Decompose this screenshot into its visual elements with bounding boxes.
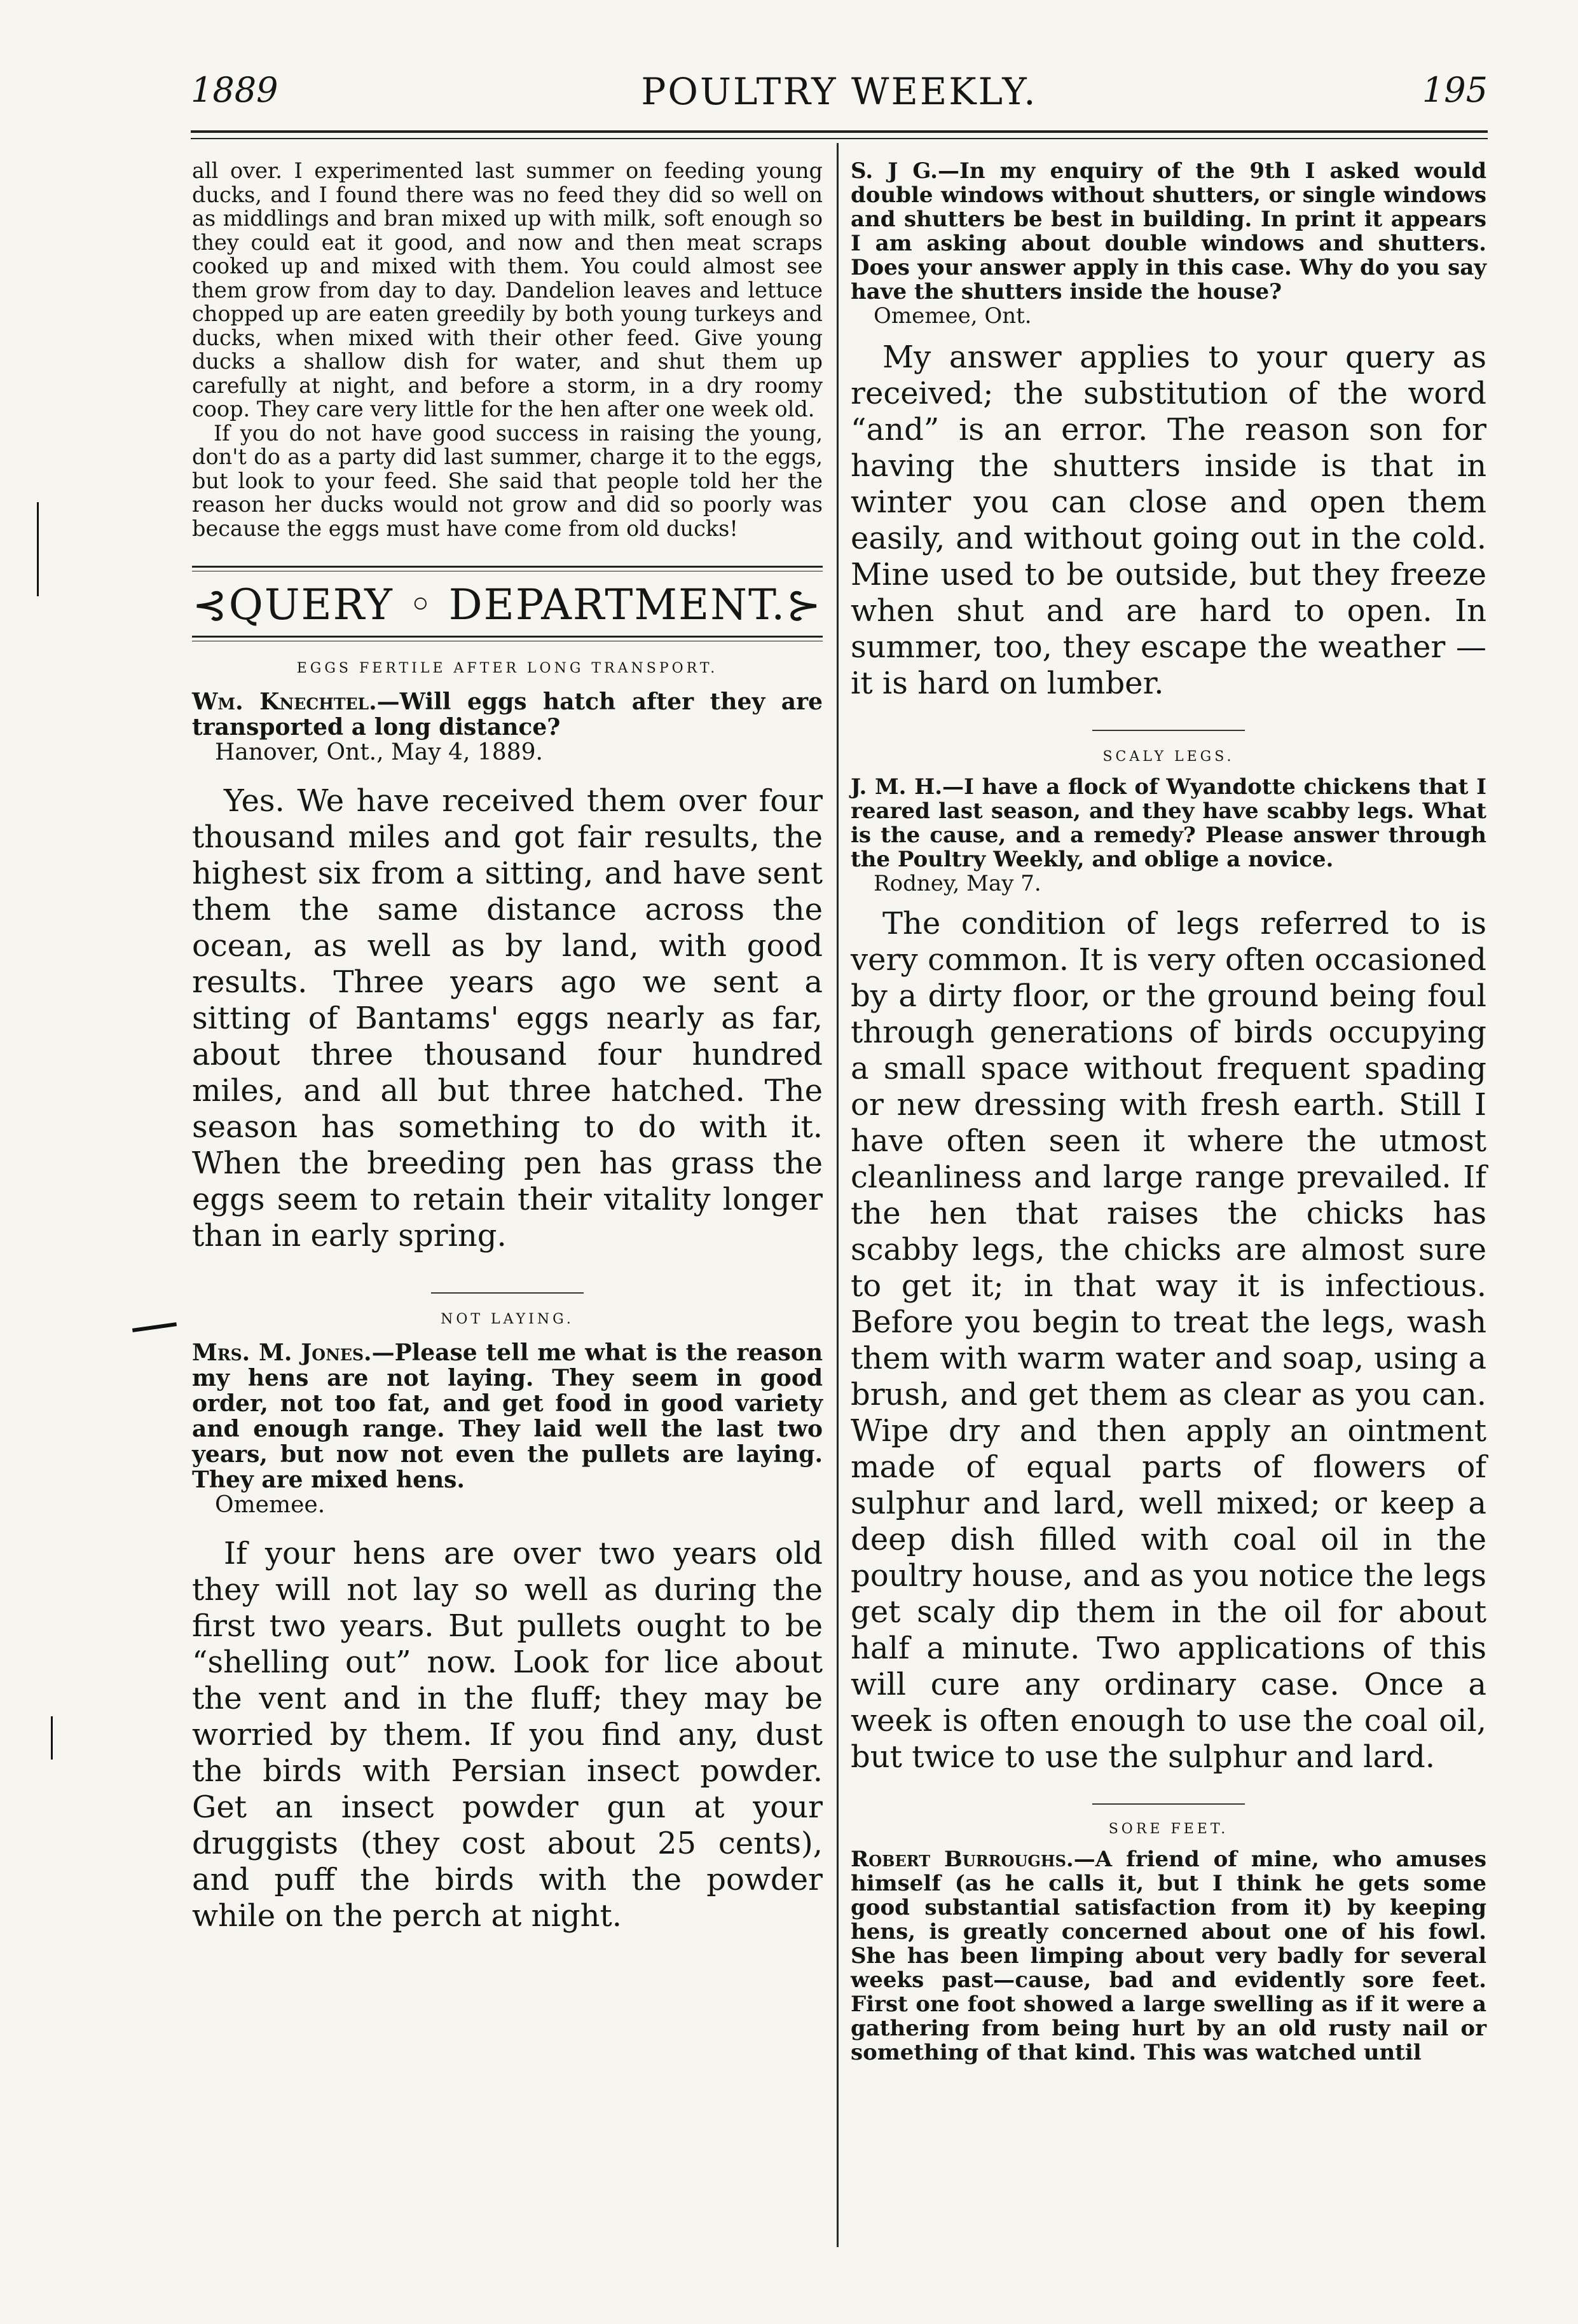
query-scaly-legs [851,775,1486,896]
answer-text: Yes. We have received them over four thousand miles and got fair results, the highest six from a sitting, and have sent them the same distance across the ocean, as well as by land, with good results. Three years ago we sent a sitting of Bantams' eggs nearly as far, about three thousand four hundred miles, and all but three hatched. The season has something to do with it. When the breeding pen has grass the eggs seem to retain their vitality longer than in early spring. [192,783,823,1254]
answer-eggs-fertile [192,783,823,1254]
running-head [191,70,1488,127]
section-heading: SCALY LEGS. [1102,749,1235,765]
margin-mark [37,502,39,596]
query-asker: Wm. Knechtel. [192,688,377,715]
query-place: Rodney, May 7. [874,871,1041,896]
header-title: POULTRY WEEKLY. [641,70,1038,113]
answer-scaly-legs [851,906,1486,1775]
query-asker: Mrs. M. Jones. [192,1339,372,1366]
query-place: Hanover, Ont., May 4, 1889. [215,739,543,765]
query-asker: Robert Burroughs. [851,1847,1074,1872]
query-text: —Please tell me what is the reason my hens are not laying. They seem in good order, not too fat, and get food in good variety and enough range. They laid well the last two years, but now not even the pullets are laying. They are mixed hens. [192,1339,823,1493]
answer-shutters [851,339,1486,702]
intro-article [192,159,823,540]
margin-mark [51,1716,53,1760]
department-title: ⊰QUERY ◦ DEPARTMENT.⊱ [192,580,823,629]
query-text: —Will eggs hatch after they are transported a long distance? [192,688,823,741]
intro-paragraph: If you do not have good success in raising the young, don't do as a party did last summer, charge it to the eggs, but look to your feed. She said that people told her the reason her ducks would not grow and did so poorly was because the eggs must have come from old ducks! [192,420,823,541]
intro-paragraph: all over. I experimented last summer on feeding young ducks, and I found there was no feed they did so well on as middlings and bran mixed up with milk, soft enough so they could eat it good, and now and then meat scraps cooked up and mixed with them. You could almost see them grow from day to day. Dandelion leaves and lettuce chopped up are eaten greedily by both young turkeys and ducks, when mixed with their other feed. Give young ducks a shallow dish for water, and shut them up carefully at night, and before a storm, in a dry roomy coop. They care very little for the hen after one week old. [192,158,823,421]
header-year: 1889 [191,70,278,110]
query-shutters [851,159,1486,328]
header-rule [191,130,1488,139]
column-divider [837,143,839,2247]
query-place: Omemee, Ont. [874,303,1032,329]
section-heading: NOT LAYING. [441,1311,574,1327]
left-column [192,159,823,1934]
query-text: —I have a flock of Wyandotte chickens that I reared last season, and they have scabby legs. What is the cause, and a remedy? Please answer through the Poultry Weekly, and oblige a novice. [851,774,1486,872]
query-text: —A friend of mine, who amuses himself (as he calls it, but I think he gets some good substantial satisfaction from it) by keeping hens, is greatly concerned about one of his fowl. She has been limping about very badly for several weeks past—cause, bad and evidently sore feet. First one foot showed a large swelling as if it were a gathering from being hurt by an old rusty nail or something of that kind. This was watched until [851,1847,1486,2065]
answer-not-laying [192,1536,823,1934]
answer-text: If your hens are over two years old they will not lay so well as during the first two years. But pullets ought to be “shelling out” now. Look for lice about the vent and in the fluff; they may be worried by them. If you find any, dust the birds with Persian insect powder. Get an insect powder gun at your druggists (they cost about 25 cents), and puff the birds with the powder while on the perch at night. [192,1536,823,1934]
section-heading: EGGS FERTILE AFTER LONG TRANSPORT. [296,660,718,676]
query-not-laying [192,1340,823,1518]
department-rule-bottom [192,636,823,641]
query-sore-feet [851,1847,1486,2065]
query-eggs-fertile [192,689,823,765]
answer-text: My answer applies to your query as received; the substitution of the word “and” is an error. The reason son for having the shutters inside is that in winter you can close and open them easily, and without going out in the cold. Mine used to be outside, but they freeze when shut and are hard to open. In summer, too, they escape the weather —it is hard on lumber. [851,339,1486,701]
header-page-number: 195 [1422,70,1488,110]
right-column [851,159,1486,2065]
query-text: —In my enquiry of the 9th I asked would double windows without shutters, or single windows and shutters be best in building. In print it appears I am asking about double windows and shutters. Does your answer apply in this case. Why do you say have the shutters inside the house? [851,158,1486,304]
query-asker: J. M. H. [851,774,943,800]
query-asker: S. J G. [851,158,938,184]
query-place: Omemee. [215,1492,326,1518]
department-rule-top [192,566,823,571]
answer-text: The condition of legs referred to is very common. It is very often occasioned by a dirty floor, or the ground being foul through generations of birds occupying a small space without frequent spading or new dressing with fresh earth. Still I have often seen it where the utmost cleanliness and large range prevailed. If the hen that raises the chicks has scabby legs, the chicks are almost sure to get it; in that way it is infectious. Before you begin to treat the legs, wash them with warm water and soap, using a brush, and get them as clear as you can. Wipe dry and then apply an ointment made of equal parts of flowers of sulphur and lard, well mixed; or keep a deep dish filled with coal oil in the poultry house, and as you notice the legs get scaly dip them in the oil for about half a minute. Two applications of this will cure any ordinary case. Once a week is often enough to use the coal oil, but twice to use the sulphur and lard. [851,906,1486,1775]
margin-pointer-mark [132,1322,177,1332]
section-heading: SORE FEET. [1108,1821,1229,1837]
